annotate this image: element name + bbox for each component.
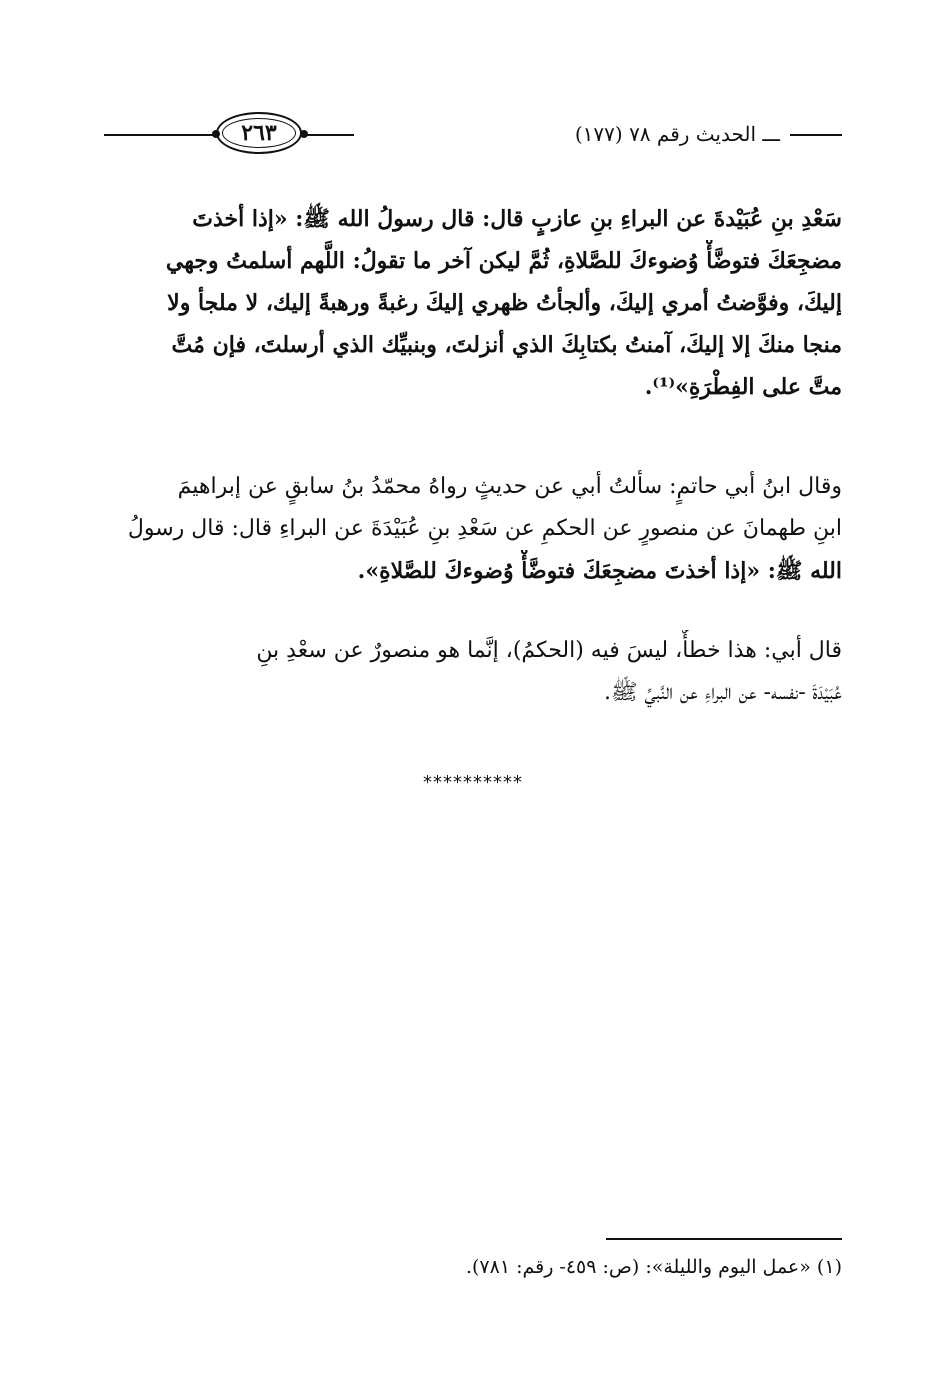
text-line: سَعْدِ بنِ عُبَيْدةَ عن البراءِ بنِ عازبٍ قال: قال رسولُ الله ﷺ: «إذا أخذتَ — [192, 206, 842, 232]
page-number: ٢٦٣ — [241, 120, 277, 146]
text-line: قال أبي: هذا خطأٌ، ليسَ فيه (الحكمُ)، إنَّما هو منصورٌ عن سعْدِ بنِ — [256, 638, 842, 663]
hadith-paragraph — [102, 198, 842, 408]
header-rule — [104, 134, 216, 136]
text-line: عُبَيْدَةَ -نفسه- عن البراءِ عن النَّبيِّ ﷺ. — [603, 680, 842, 705]
header-title: ـــ الحديث رقم ٧٨ (١٧٧) — [574, 122, 780, 146]
running-header — [104, 112, 842, 156]
header-rule — [306, 134, 354, 136]
text-line: مضجِعَكَ فتوضَّأْ وُضوءكَ للصَّلاةِ، ثُمَّ ليكن آخر ما تقولُ: اللَّهم أسلمتُ وجهي — [165, 248, 842, 274]
page-number-badge — [216, 112, 302, 154]
section-separator: ********** — [423, 772, 523, 793]
text-line: وقال ابنُ أبي حاتمٍ: سألتُ أبي عن حديثٍ رواهُ محمّدُ بنُ سابقٍ عن إبراهيمَ — [177, 474, 842, 499]
header-rule — [790, 134, 842, 136]
commentary-paragraph — [102, 630, 842, 714]
text-line: متَّ على الفِطْرَةِ»⁽¹⁾. — [644, 374, 842, 400]
footnote: (١) «عمل اليوم والليلة»: (ص: ٤٥٩- رقم: ٧٨١). — [465, 1256, 842, 1278]
footnote-rule — [606, 1238, 842, 1240]
text-line: منجا منكَ إلا إليكَ، آمنتُ بكتابِكَ الذي أنزلتَ، وبنبيِّك الذي أرسلتَ، فإن مُتَّ — [171, 332, 842, 358]
text-line: ابنِ طهمانَ عن منصورٍ عن الحكمِ عن سَعْدِ بنِ عُبَيْدَةَ عن البراءِ قال: قال رسولُ — [127, 516, 842, 541]
text-line: الله ﷺ: «إذا أخذتَ مضجِعَكَ فتوضَّأْ وُضوءكَ للصَّلاةِ». — [357, 558, 842, 584]
text-line: إليكَ، وفوَّضتُ أمري إليكَ، وألجأتُ ظهري إليكَ رغبةً ورهبةً إليك، لا ملجأ ولا — [167, 290, 842, 316]
narration-paragraph — [102, 466, 842, 592]
